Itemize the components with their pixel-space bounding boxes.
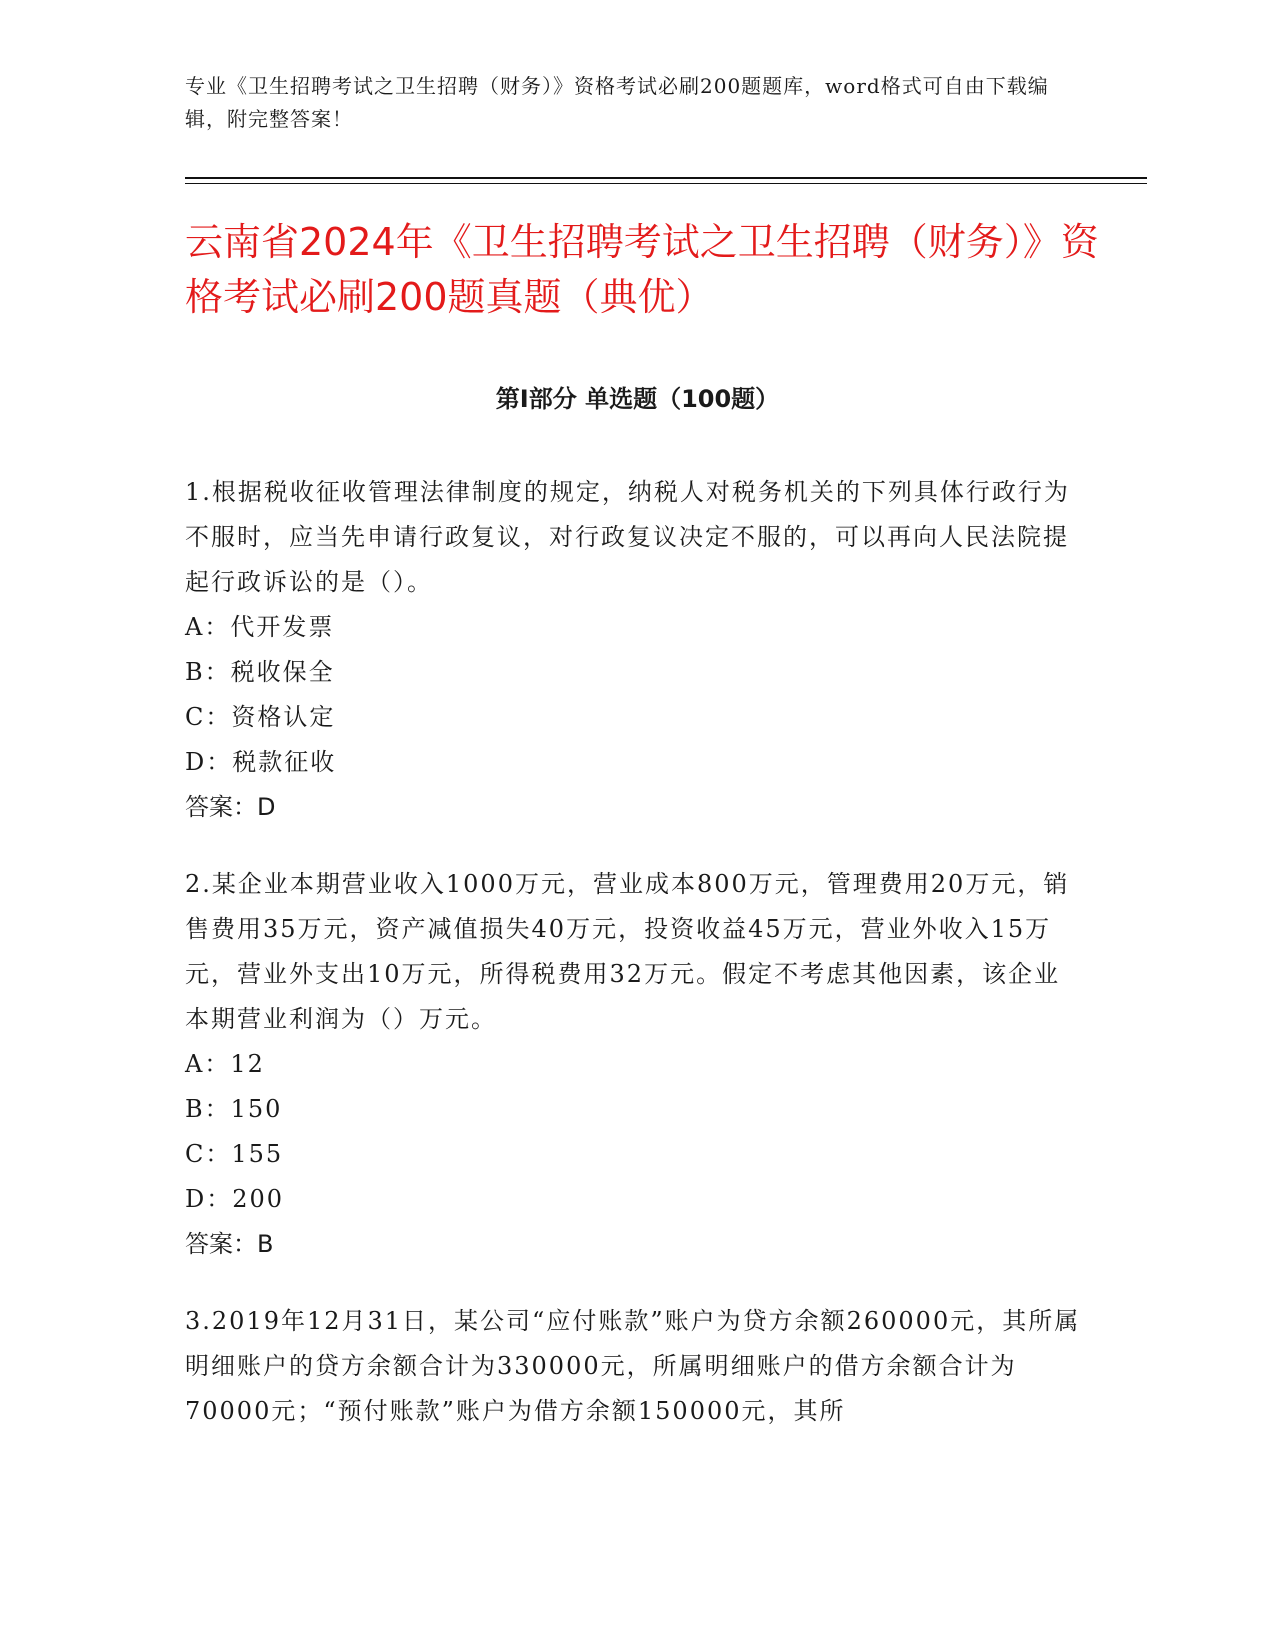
answer-line [185,785,1085,830]
answer-label: 答案： [185,1230,257,1258]
option-b: B：税收保全 [185,658,335,686]
question-3 [185,1299,1085,1434]
option-a: A：12 [185,1050,265,1078]
option-d: D：税款征收 [185,748,337,776]
answer-line [185,1222,1085,1267]
header-divider-thick [185,177,1147,179]
question-1 [185,470,1085,830]
option-a: A：代开发票 [185,613,335,641]
option-b: B：150 [185,1095,283,1123]
section-title: 第I部分 单选题（100题） [495,385,780,413]
answer-value: B [257,1230,274,1258]
question-stem: 1.根据税收征收管理法律制度的规定，纳税人对税务机关的下列具体行政行为不服时，应当先申请行政复议，对行政复议决定不服的，可以再向人民法院提起行政诉讼的是（）。 [185,478,1070,596]
option-d: D：200 [185,1185,285,1213]
option-c: C：资格认定 [185,703,336,731]
answer-value: D [257,793,276,821]
answer-label: 答案： [185,793,257,821]
header-divider-thin [185,183,1147,184]
option-c: C：155 [185,1140,284,1168]
question-2 [185,862,1085,1267]
document-title: 云南省2024年《卫生招聘考试之卫生招聘（财务）》资格考试必刷200题真题（典优） [185,220,1099,319]
question-stem: 2.某企业本期营业收入1000万元，营业成本800万元，管理费用20万元，销售费用35万元，资产减值损失40万元，投资收益45万元，营业外收入15万元，营业外支出10万元，所得税费用32万元。假定不考虑其他因素，该企业本期营业利润为（）万元。 [185,870,1070,1033]
question-list [185,470,1085,1466]
question-stem: 3.2019年12月31日，某公司“应付账款”账户为贷方余额260000元，其所属明细账户的贷方余额合计为330000元，所属明细账户的借方余额合计为70000元；“预付账款”账户为借方余额150000元，其所 [185,1307,1081,1425]
header-note: 专业《卫生招聘考试之卫生招聘（财务）》资格考试必刷200题题库，word格式可自由下载编辑，附完整答案！ [185,74,1049,131]
